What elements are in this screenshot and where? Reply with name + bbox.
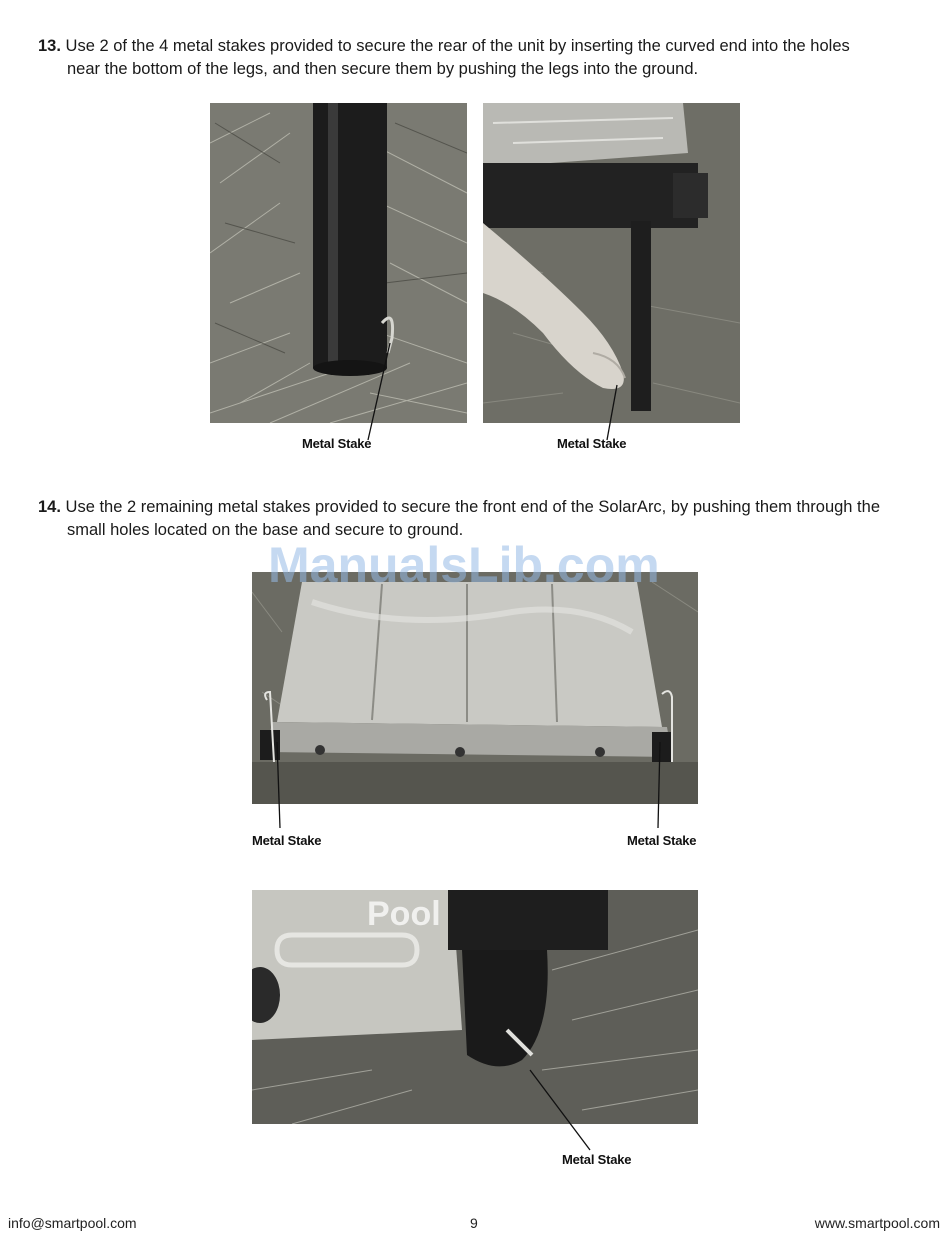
step-text-line2: near the bottom of the legs, and then secure them by pushing the legs into the ground. [67, 60, 699, 78]
step-number: 14. [38, 498, 61, 516]
callout-metal-stake-1: Metal Stake [302, 436, 372, 451]
photo-hand-stake [483, 103, 740, 423]
step-text-line1: Use 2 of the 4 metal stakes provided to secure the rear of the unit by inserting the curved end into the holes [65, 37, 850, 55]
callout-metal-stake-left: Metal Stake [252, 833, 322, 848]
page-number: 9 [470, 1215, 478, 1231]
callout-metal-stake-right: Metal Stake [627, 833, 697, 848]
photo-leg-stake [210, 103, 467, 423]
photo-stake-closeup [252, 890, 698, 1124]
footer-website: www.smartpool.com [814, 1215, 940, 1231]
step-text-line2: small holes located on the base and secure to ground. [67, 521, 464, 539]
pool-label: Pool [367, 895, 441, 933]
watermark: ManualsLib.com [268, 537, 660, 593]
step-13 [38, 35, 908, 81]
callout-metal-stake-2: Metal Stake [557, 436, 627, 451]
photo-panel-front [252, 572, 698, 804]
step-number: 13. [38, 37, 61, 55]
footer-email: info@smartpool.com [8, 1215, 137, 1231]
step-text-line1: Use the 2 remaining metal stakes provided to secure the front end of the SolarArc, by pushing them through the [65, 498, 880, 516]
callout-metal-stake-closeup: Metal Stake [562, 1152, 632, 1167]
